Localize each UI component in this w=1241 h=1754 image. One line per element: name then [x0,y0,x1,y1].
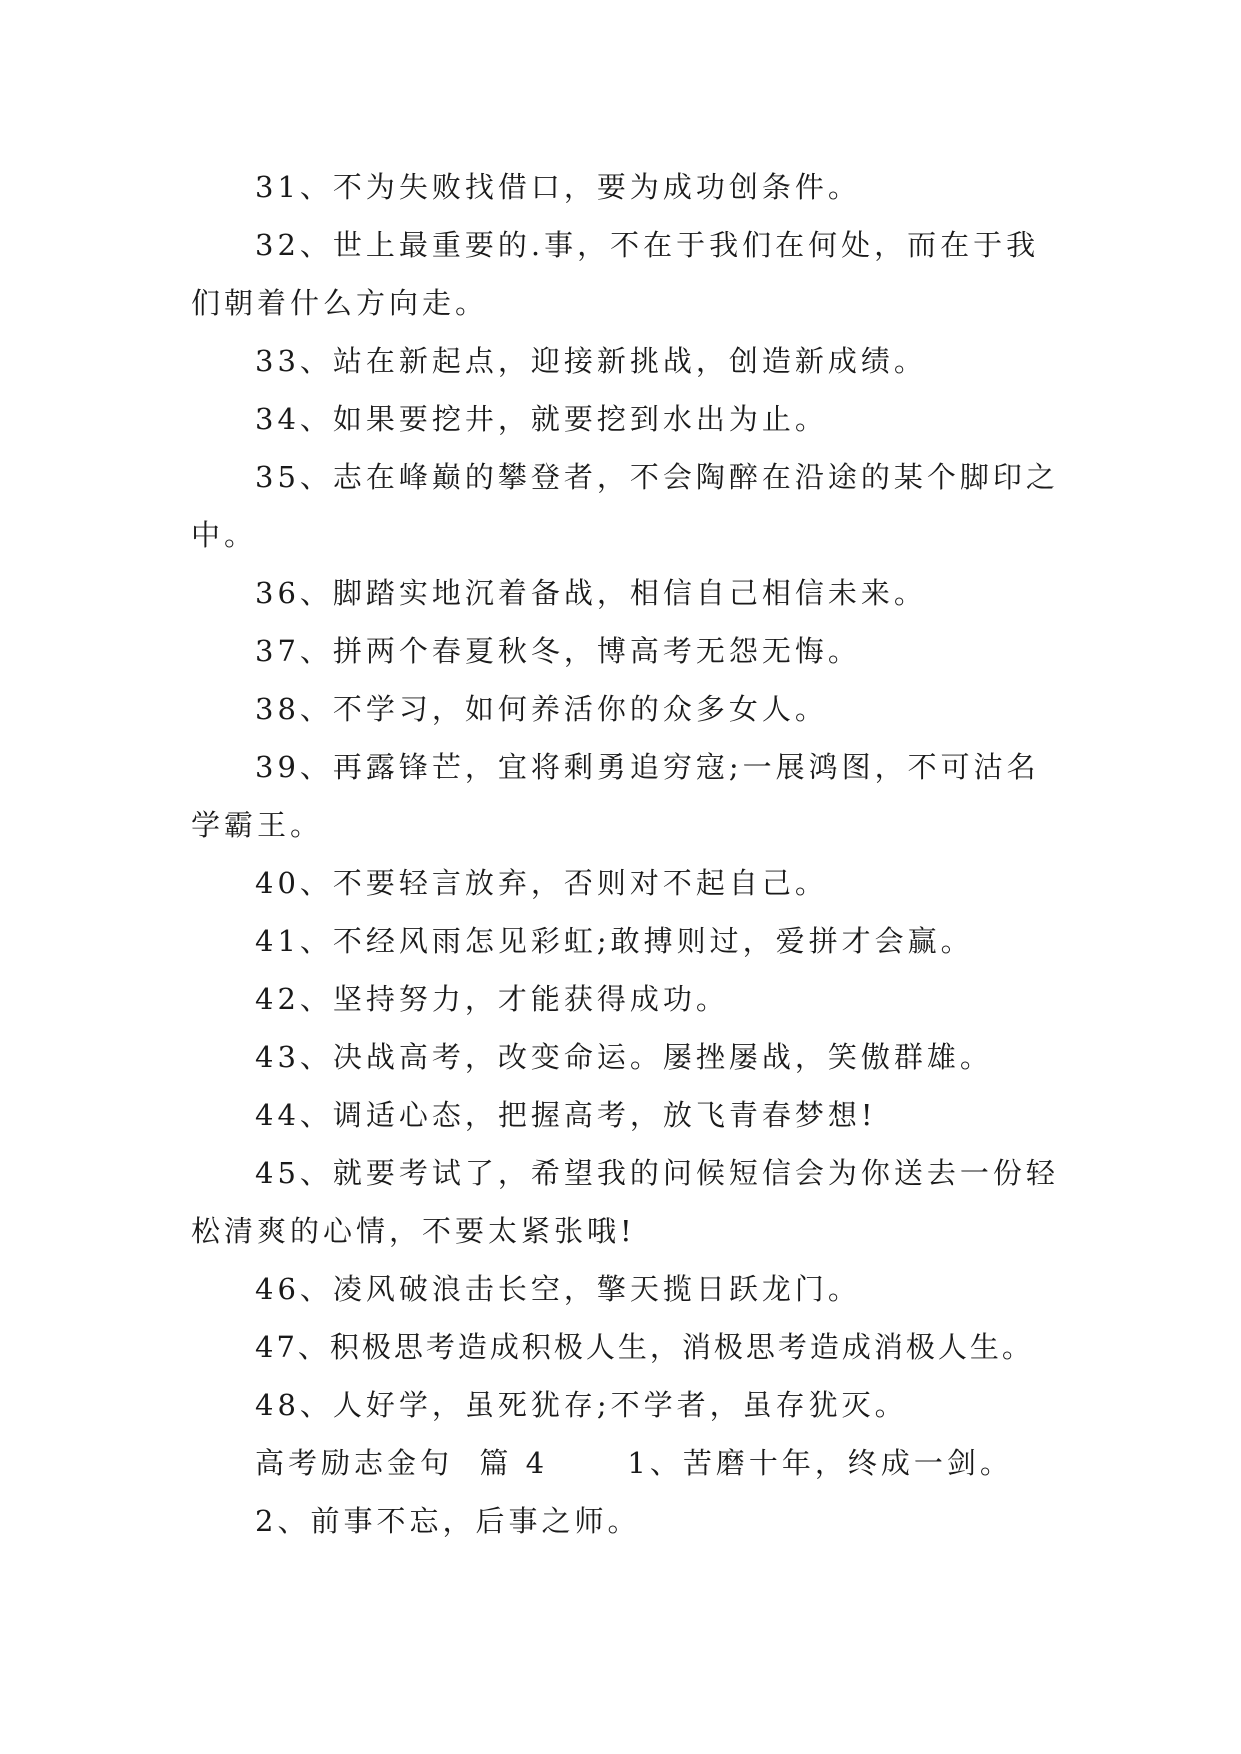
text-line: 34、如果要挖井，就要挖到水出为止。 [255,402,828,436]
text-line: 48、人好学，虽死犹存;不学者，虽存犹灭。 [255,1388,908,1422]
text-line: 38、不学习，如何养活你的众多女人。 [255,692,828,726]
text-line: 33、站在新起点，迎接新挑战，创造新成绩。 [255,344,927,378]
text-line: 松清爽的心情，不要太紧张哦! [191,1214,636,1248]
text-line: 32、世上最重要的.事，不在于我们在何处，而在于我 [255,228,1040,262]
text-line: 42、坚持努力，才能获得成功。 [255,982,729,1016]
text-line: 39、再露锋芒，宜将剩勇追穷寇;一展鸿图，不可沽名 [255,750,1040,784]
text-line: 40、不要轻言放弃，否则对不起自己。 [255,866,828,900]
text-line: 36、脚踏实地沉着备战，相信自己相信未来。 [255,576,927,610]
text-line: 46、凌风破浪击长空，擎天揽日跃龙门。 [255,1272,861,1306]
text-line: 43、决战高考，改变命运。屡挫屡战，笑傲群雄。 [255,1040,993,1074]
text-line: 们朝着什么方向走。 [191,286,489,320]
section-heading-line: 高考励志金句 篇 4 1、苦磨十年，终成一剑。 [255,1446,1013,1480]
text-line: 41、不经风雨怎见彩虹;敢搏则过，爱拼才会赢。 [255,924,974,958]
text-line: 学霸王。 [191,808,324,842]
text-line: 47、积极思考造成积极人生，消极思考造成消极人生。 [255,1330,1034,1364]
text-line: 45、就要考试了，希望我的问候短信会为你送去一份轻 [255,1156,1059,1190]
text-line: 37、拼两个春夏秋冬，博高考无怨无悔。 [255,634,861,668]
document-body [191,158,1061,1550]
text-line: 44、调适心态，把握高考，放飞青春梦想! [255,1098,877,1132]
text-line: 2、前事不忘，后事之师。 [255,1504,641,1538]
text-line: 31、不为失败找借口，要为成功创条件。 [255,170,861,204]
text-line: 35、志在峰巅的攀登者，不会陶醉在沿途的某个脚印之 [255,460,1059,494]
text-line: 中。 [191,518,258,552]
